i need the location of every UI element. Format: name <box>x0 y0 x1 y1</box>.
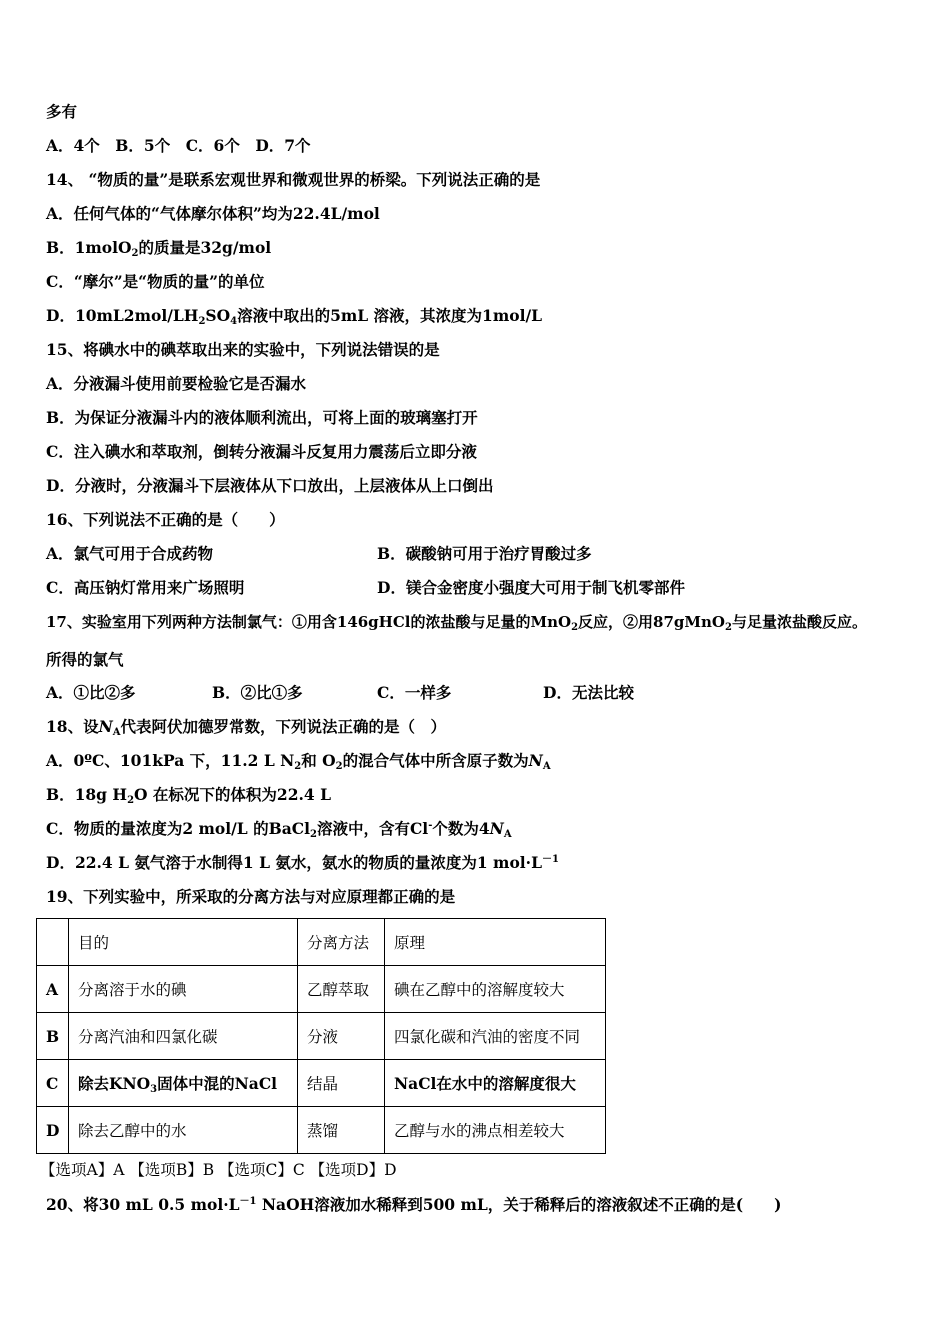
question-17-option-b: B．②比①多 <box>212 683 303 702</box>
question-16-option-d: D．镁合金密度小强度大可用于制飞机零部件 <box>377 578 685 597</box>
row-method: 乙醇萃取 <box>298 966 385 1013</box>
table-row <box>37 1013 606 1060</box>
question-17-stem-line2: 所得的氯气 <box>46 650 124 669</box>
table-header-cell: 目的 <box>69 919 298 966</box>
question-14-option-d: D．$10mL2mol/LH_2SO_4$溶液中取出的5mL 溶液，其浓度为1mol/L <box>46 306 543 327</box>
question-16-option-a: A．氯气可用于合成药物 <box>46 544 214 563</box>
row-purpose: 分离汽油和四氯化碳 <box>69 1013 298 1060</box>
row-method: 蒸馏 <box>298 1107 385 1154</box>
table-header-cell: 原理 <box>385 919 606 966</box>
question-15-option-c: C．注入碘水和萃取剂，倒转分液漏斗反复用力震荡后立即分液 <box>46 442 477 461</box>
question-18-option-d: D．22.4 L 氨气溶于水制得1 L 氨水，氨水的物质的量浓度为1 $mol\cdot L^{-1}$ <box>46 853 559 872</box>
question-19-stem: 19、下列实验中，所采取的分离方法与对应原理都正确的是 <box>46 887 456 906</box>
row-method: 结晶 <box>298 1060 385 1107</box>
question-19-answer-options: 【选项A】A 【选项B】B 【选项C】C 【选项D】D <box>40 1161 397 1179</box>
row-label: C <box>37 1060 69 1107</box>
question-14-option-c: C．“摩尔”是“物质的量”的单位 <box>46 272 265 291</box>
question-17-stem: 17、实验室用下列两种方法制氯气：①用含146gHCl的浓盐酸与足量的MnO$_2$反应，②用87gMnO$_2$与足量浓盐酸反应。 <box>46 613 867 633</box>
question-18-option-c: C．物质的量浓度为2 mol/L 的BaCl$_2$溶液中，含有Cl-个数为$4N_A$ <box>46 819 512 840</box>
question-20-stem: 20、将30 mL 0.5 $mol\cdot L^{-1}$ NaOH溶液加水稀释到500 mL，关于稀释后的溶液叙述不正确的是( ) <box>46 1195 782 1214</box>
question-14-option-a: A．任何气体的“气体摩尔体积”均为22.4L/mol <box>46 204 380 223</box>
row-principle: 乙醇与水的沸点相差较大 <box>385 1107 606 1154</box>
question-15-option-b: B．为保证分液漏斗内的液体顺利流出，可将上面的玻璃塞打开 <box>46 408 478 427</box>
question-18-option-a: A．0ºC、101kPa 下，11.2 L $N_2$和 $O_2$的混合气体中所含原子数为$N_A$ <box>46 751 551 772</box>
row-purpose: 分离溶于水的碘 <box>69 966 298 1013</box>
question-15-stem: 15、将碘水中的碘萃取出来的实验中，下列说法错误的是 <box>46 340 440 359</box>
question-18-option-b: B．18g $H_2O$ 在标况下的体积为22.4 L <box>46 785 331 806</box>
question-14-stem: 14、 “物质的量”是联系宏观世界和微观世界的桥梁。下列说法正确的是 <box>46 170 541 189</box>
row-principle: 碘在乙醇中的溶解度较大 <box>385 966 606 1013</box>
row-label: D <box>37 1107 69 1154</box>
table-row <box>37 1107 606 1154</box>
question-15-option-d: D．分液时，分液漏斗下层液体从下口放出，上层液体从上口倒出 <box>46 476 494 495</box>
row-label: A <box>37 966 69 1013</box>
row-method: 分液 <box>298 1013 385 1060</box>
prev-question-tail: 多有 <box>46 102 78 121</box>
row-principle: 四氯化碳和汽油的密度不同 <box>385 1013 606 1060</box>
table-header-row <box>37 919 606 966</box>
question-17-option-a: A．①比②多 <box>46 683 136 702</box>
table-header-cell <box>37 919 69 966</box>
question-16-option-c: C．高压钠灯常用来广场照明 <box>46 578 245 597</box>
separation-methods-table <box>36 918 606 1154</box>
question-16-stem: 16、下列说法不正确的是（ ） <box>46 510 285 529</box>
question-14-option-b: B．1molO$_2$的质量是32g/mol <box>46 238 272 259</box>
question-17-option-c: C．一样多 <box>377 683 452 702</box>
prev-question-options: A．4个 B．5个 C．6个 D．7个 <box>46 136 311 155</box>
table-row <box>37 1060 606 1107</box>
row-label: B <box>37 1013 69 1060</box>
table-row <box>37 966 606 1013</box>
question-18-stem: 18、设$N_A$代表阿伏加德罗常数，下列说法正确的是（ ） <box>46 717 447 738</box>
table-header-cell: 分离方法 <box>298 919 385 966</box>
question-15-option-a: A．分液漏斗使用前要检验它是否漏水 <box>46 374 307 393</box>
row-purpose: 除去$KNO_3$固体中混的NaCl <box>69 1060 298 1107</box>
question-17-option-d: D．无法比较 <box>543 683 634 702</box>
row-purpose: 除去乙醇中的水 <box>69 1107 298 1154</box>
row-principle: NaCl在水中的溶解度很大 <box>385 1060 606 1107</box>
question-16-option-b: B．碳酸钠可用于治疗胃酸过多 <box>377 544 592 563</box>
